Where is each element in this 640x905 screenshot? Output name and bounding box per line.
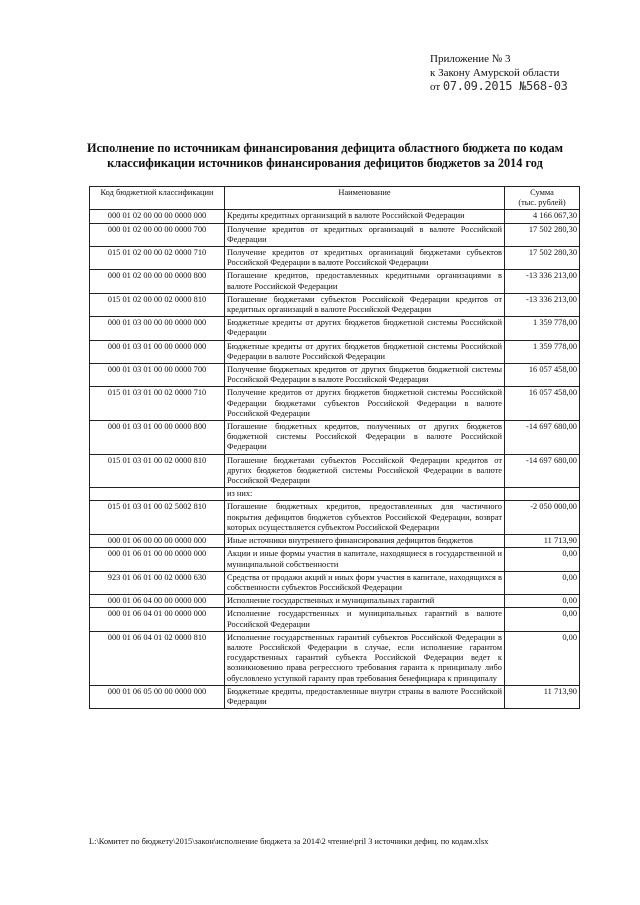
row-code: 015 01 02 00 00 02 0000 810 <box>90 293 225 316</box>
table-row <box>90 387 580 421</box>
row-code: 923 01 06 01 00 02 0000 630 <box>90 571 225 594</box>
table-row <box>90 501 580 535</box>
row-sum: 4 166 067,30 <box>505 210 580 223</box>
table-row <box>90 454 580 488</box>
row-code: 000 01 02 00 00 00 0000 000 <box>90 210 225 223</box>
title-line-2: классификации источников финансирования дефицитов бюджетов за 2014 год <box>107 156 543 170</box>
table-row <box>90 270 580 293</box>
row-sum: 11 713,90 <box>505 535 580 548</box>
table-row <box>90 608 580 631</box>
table-row <box>90 364 580 387</box>
table-row <box>90 340 580 363</box>
row-name: Погашение бюджетных кредитов, полученных от других бюджетов бюджетной системы Российской Федерации в валюте Российской Федерации <box>225 421 505 455</box>
appendix-number: Приложение № 3 <box>430 53 511 65</box>
document-title <box>80 141 570 171</box>
table-row <box>90 535 580 548</box>
row-sum: 0,00 <box>505 608 580 631</box>
row-sum: 0,00 <box>505 571 580 594</box>
appendix-date-prefix: от <box>430 81 441 93</box>
row-sum: -14 697 680,00 <box>505 454 580 488</box>
table-row <box>90 223 580 246</box>
row-name: Исполнение государственных и муниципальных гарантий в валюте Российской Федерации <box>225 608 505 631</box>
row-code: 000 01 06 01 00 00 0000 000 <box>90 548 225 571</box>
row-code: 015 01 03 01 00 02 0000 710 <box>90 387 225 421</box>
appendix-block <box>430 53 568 95</box>
row-name: из них: <box>225 488 505 501</box>
table-row <box>90 488 580 501</box>
row-name: Получение кредитов от кредитных организаций бюджетами субъектов Российской Федерации в валюте Российской Федерации <box>225 247 505 270</box>
row-sum: 1 359 778,00 <box>505 340 580 363</box>
title-line-1: Исполнение по источникам финансирования дефицита областного бюджета по кодам <box>87 141 563 155</box>
row-name: Бюджетные кредиты, предоставленные внутри страны в валюте Российской Федерации <box>225 685 505 708</box>
row-name: Исполнение государственных и муниципальных гарантий <box>225 595 505 608</box>
table-row <box>90 571 580 594</box>
row-sum: 1 359 778,00 <box>505 317 580 340</box>
row-name: Погашение бюджетами субъектов Российской Федерации кредитов от кредитных организаций в валюте Российской Федерации <box>225 293 505 316</box>
row-code: 000 01 06 04 00 00 0000 000 <box>90 595 225 608</box>
appendix-date-line <box>430 80 568 95</box>
header-sum-unit: (тыс. рублей) <box>518 198 566 208</box>
row-sum: 11 713,90 <box>505 685 580 708</box>
row-code: 000 01 03 01 00 00 0000 000 <box>90 340 225 363</box>
row-code: 000 01 06 05 00 00 0000 000 <box>90 685 225 708</box>
row-code: 015 01 03 01 00 02 0000 810 <box>90 454 225 488</box>
row-sum: -14 697 680,00 <box>505 421 580 455</box>
row-name: Средства от продажи акций и иных форм участия в капитале, находящихся в собственности субъектов Российской Федерации <box>225 571 505 594</box>
row-code: 000 01 03 00 00 00 0000 000 <box>90 317 225 340</box>
appendix-handwritten-date: 07.09.2015 №568-03 <box>442 79 568 93</box>
row-sum: -13 336 213,00 <box>505 270 580 293</box>
table-header-row <box>90 187 580 210</box>
row-name: Бюджетные кредиты от других бюджетов бюджетной системы Российской Федерации в валюте Российской Федерации <box>225 340 505 363</box>
row-name: Иные источники внутреннего финансирования дефицитов бюджетов <box>225 535 505 548</box>
header-sum <box>505 187 580 210</box>
file-path-footer: L:\Комитет по бюджету\2015\закон\исполнение бюджета за 2014\2 чтение\pril 3 источники дефиц. по кодам.xlsx <box>89 837 489 846</box>
row-name: Бюджетные кредиты от других бюджетов бюджетной системы Российской Федерации <box>225 317 505 340</box>
budget-table <box>89 186 580 709</box>
row-code: 000 01 02 00 00 00 0000 700 <box>90 223 225 246</box>
row-sum: 16 057 458,00 <box>505 387 580 421</box>
table-body <box>90 210 580 709</box>
row-code <box>90 488 225 501</box>
table-row <box>90 210 580 223</box>
row-sum: -13 336 213,00 <box>505 293 580 316</box>
row-name: Получение кредитов от кредитных организаций в валюте Российской Федерации <box>225 223 505 246</box>
row-sum: -2 050 000,00 <box>505 501 580 535</box>
row-sum: 0,00 <box>505 595 580 608</box>
row-sum: 17 502 280,30 <box>505 247 580 270</box>
row-name: Исполнение государственных гарантий субъектов Российской Федерации в валюте Российской Федерации в случае, если исполнение гарантом государственных гарантий субъекта Российской Федерации ведет к возникновению права регрессного требования гаранта к принципалу либо обусловлено уступкой гаранту прав требования бенефициара к принципалу <box>225 631 505 685</box>
row-name: Погашение бюджетами субъектов Российской Федерации кредитов от других бюджетов бюджетной системы Российской Федерации в валюте Российской Федерации <box>225 454 505 488</box>
table-row <box>90 247 580 270</box>
row-code: 000 01 03 01 00 00 0000 800 <box>90 421 225 455</box>
table-row <box>90 293 580 316</box>
row-sum <box>505 488 580 501</box>
header-sum-label: Сумма <box>530 188 554 197</box>
row-sum: 0,00 <box>505 631 580 685</box>
row-name: Получение кредитов от других бюджетов бюджетной системы Российской Федерации бюджетами субъектов Российской Федерации в валюте Российской Федерации <box>225 387 505 421</box>
header-code: Код бюджетной классификации <box>90 187 225 210</box>
table-row <box>90 548 580 571</box>
table-row <box>90 595 580 608</box>
row-code: 015 01 02 00 00 02 0000 710 <box>90 247 225 270</box>
row-code: 000 01 06 00 00 00 0000 000 <box>90 535 225 548</box>
row-code: 000 01 03 01 00 00 0000 700 <box>90 364 225 387</box>
row-code: 000 01 06 04 01 02 0000 810 <box>90 631 225 685</box>
header-name: Наименование <box>225 187 505 210</box>
table-row <box>90 421 580 455</box>
table-row <box>90 631 580 685</box>
row-name: Акции и иные формы участия в капитале, находящиеся в государственной и муниципальной собственности <box>225 548 505 571</box>
row-code: 000 01 02 00 00 00 0000 800 <box>90 270 225 293</box>
row-name: Погашение бюджетных кредитов, предоставленных для частичного покрытия дефицитов бюджетов субъектов Российской Федерации, возврат которых осуществляется субъектом Российской Федерации <box>225 501 505 535</box>
row-code: 015 01 03 01 00 02 5002 810 <box>90 501 225 535</box>
table-row <box>90 317 580 340</box>
row-sum: 16 057 458,00 <box>505 364 580 387</box>
row-name: Кредиты кредитных организаций в валюте Российской Федерации <box>225 210 505 223</box>
row-sum: 17 502 280,30 <box>505 223 580 246</box>
table-row <box>90 685 580 708</box>
row-code: 000 01 06 04 01 00 0000 000 <box>90 608 225 631</box>
row-sum: 0,00 <box>505 548 580 571</box>
row-name: Получение бюджетных кредитов от других бюджетов бюджетной системы Российской Федерации в валюте Российской Федерации <box>225 364 505 387</box>
appendix-law: к Закону Амурской области <box>430 66 560 79</box>
row-name: Погашение кредитов, предоставленных кредитными организациями в валюте Российской Федерации <box>225 270 505 293</box>
